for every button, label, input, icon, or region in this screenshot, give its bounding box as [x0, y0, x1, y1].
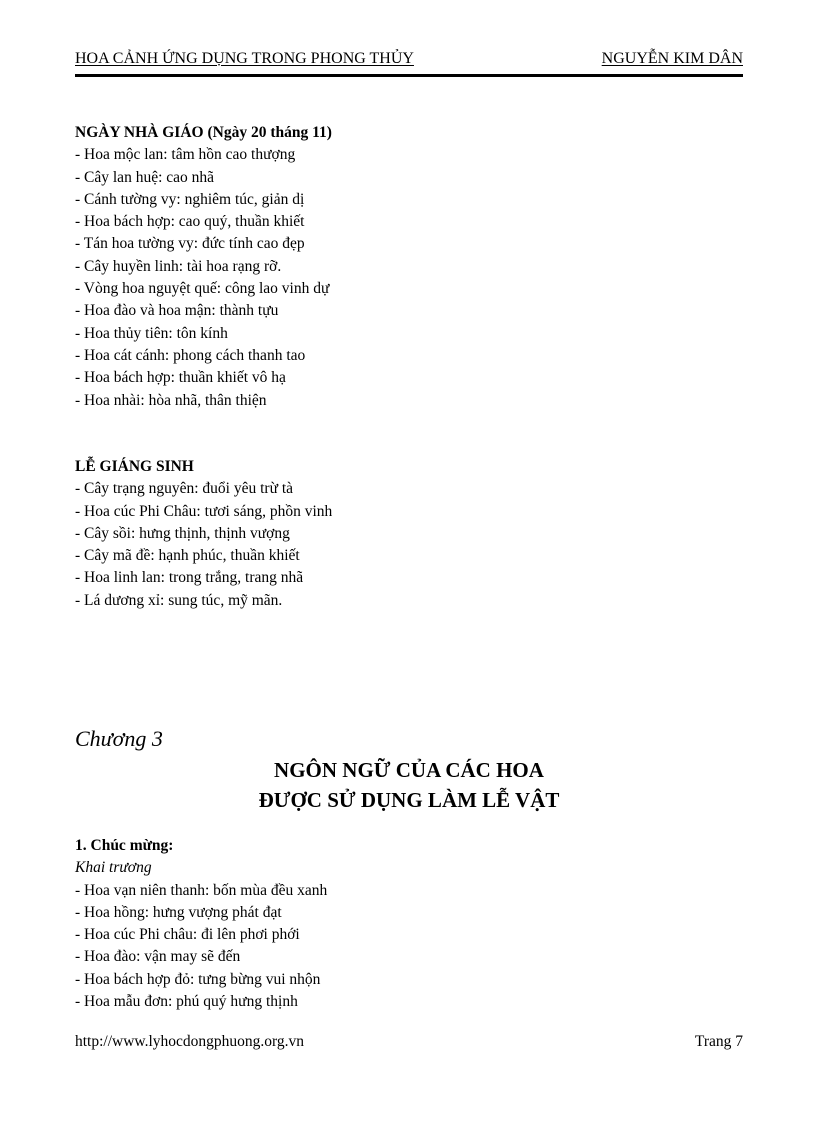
list-item: - Tán hoa tường vy: đức tính cao đẹp	[75, 235, 305, 253]
list-item: - Hoa hồng: hưng vượng phát đạt	[75, 903, 282, 921]
list-item: - Hoa vạn niên thanh: bốn mùa đều xanh	[75, 881, 328, 899]
chapter-title-line-1: NGÔN NGỮ CỦA CÁC HOA	[274, 758, 544, 782]
list-item: - Cánh tường vy: nghiêm túc, giản dị	[75, 190, 305, 208]
list-item: - Vòng hoa nguyệt quế: công lao vinh dự	[75, 280, 330, 298]
header-book-title: HOA CẢNH ỨNG DỤNG TRONG PHONG THỦY	[75, 50, 414, 67]
list-item: - Hoa nhài: hòa nhã, thân thiện	[75, 391, 267, 409]
header-rule	[75, 74, 743, 77]
page-number: Trang 7	[694, 1033, 743, 1050]
teachers-day-section	[75, 122, 332, 412]
list-item: - Hoa bách hợp đỏ: tưng bừng vui nhộn	[75, 970, 321, 988]
list-item: - Hoa đào: vận may sẽ đến	[75, 948, 241, 966]
page-header	[75, 50, 743, 72]
list-item: - Cây lan huệ: cao nhã	[75, 168, 215, 186]
list-item: - Hoa đào và hoa mận: thành tựu	[75, 302, 279, 320]
congrats-heading: 1. Chúc mừng:	[75, 837, 174, 854]
list-item: - Hoa mẫu đơn: phú quý hưng thịnh	[75, 993, 298, 1011]
chapter-title-line-2: ĐƯỢC SỬ DỤNG LÀM LỄ VẬT	[258, 788, 560, 812]
chapter-label: Chương 3	[75, 726, 163, 751]
page-footer	[75, 1033, 743, 1055]
list-item: - Cây sồi: hưng thịnh, thịnh vượng	[75, 524, 290, 542]
list-item: - Hoa cúc Phi Châu: tươi sáng, phồn vinh	[75, 502, 333, 520]
list-item: - Lá dương xỉ: sung túc, mỹ mãn.	[75, 591, 283, 609]
list-item: - Hoa thủy tiên: tôn kính	[75, 324, 228, 342]
header-author: NGUYỄN KIM DÂN	[601, 50, 743, 67]
list-item: - Cây mã đề: hạnh phúc, thuần khiết	[75, 547, 300, 565]
list-item: - Hoa linh lan: trong trắng, trang nhã	[75, 569, 304, 587]
list-item: - Cây huyền linh: tài hoa rạng rỡ.	[75, 257, 282, 275]
footer-url: http://www.lyhocdongphuong.org.vn	[75, 1033, 305, 1050]
list-item: - Hoa bách hợp: cao quý, thuần khiết	[75, 213, 305, 231]
list-item: - Hoa mộc lan: tâm hồn cao thượng	[75, 146, 296, 164]
christmas-heading: LỄ GIÁNG SINH	[75, 458, 194, 475]
congrats-subheading: Khai trương	[75, 859, 152, 877]
list-item: - Hoa cát cánh: phong cách thanh tao	[75, 346, 306, 364]
christmas-section	[75, 456, 332, 612]
list-item: - Hoa bách hợp: thuần khiết vô hạ	[75, 369, 286, 387]
teachers-day-heading: NGÀY NHÀ GIÁO (Ngày 20 tháng 11)	[75, 124, 332, 141]
congrats-section	[75, 835, 327, 1013]
list-item: - Cây trạng nguyên: đuổi yêu trừ tà	[75, 480, 294, 498]
list-item: - Hoa cúc Phi châu: đi lên phơi phới	[75, 926, 300, 944]
